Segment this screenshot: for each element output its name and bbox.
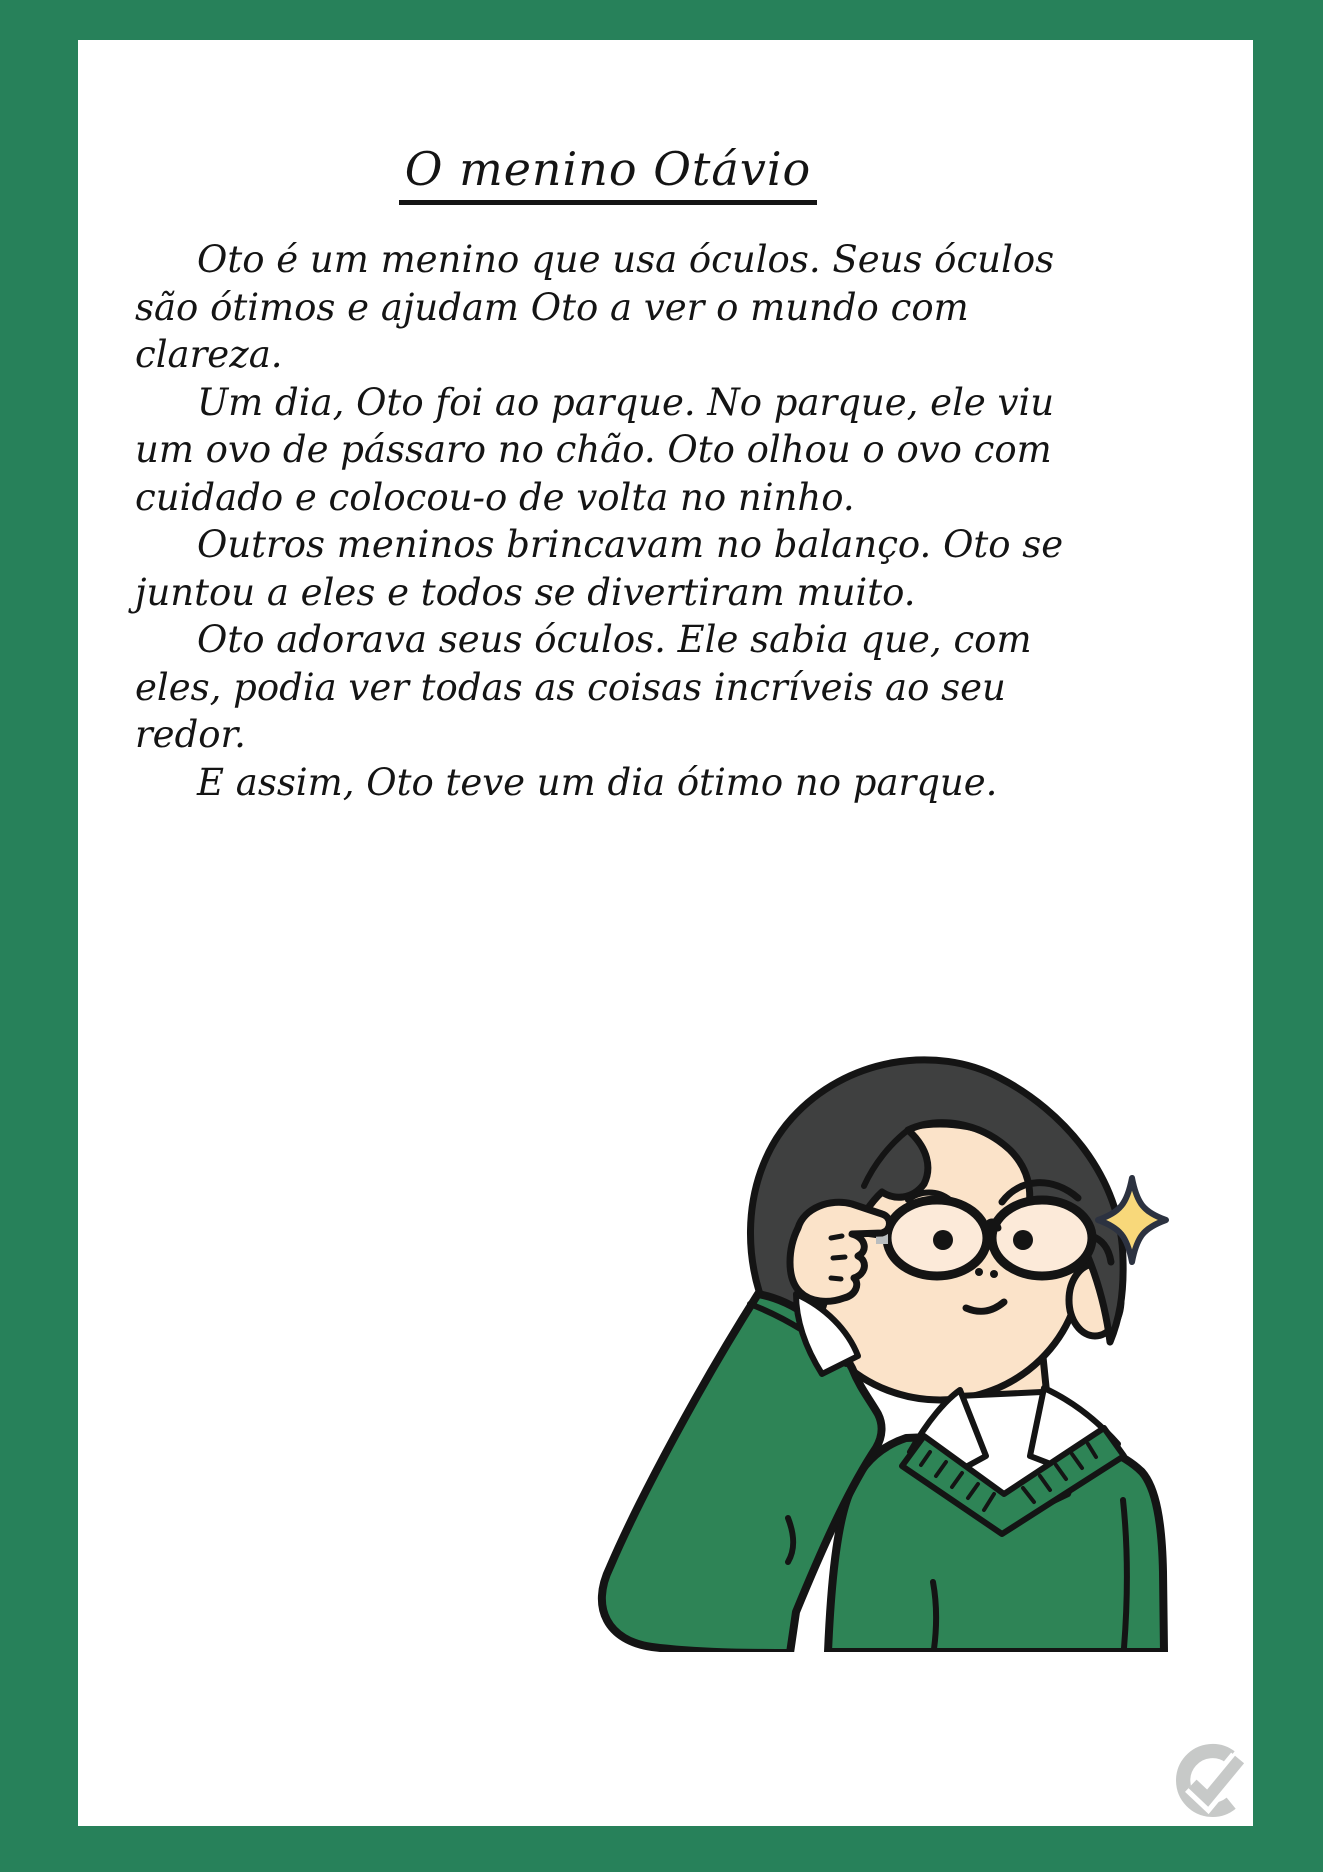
story-line: Oto é um menino que usa óculos. Seus óculos xyxy=(197,238,1055,281)
story-text-block xyxy=(135,236,1064,806)
boy-nose-dot xyxy=(990,1270,998,1278)
boy-left-eye xyxy=(933,1230,953,1250)
story-line: E assim, Oto teve um dia ótimo no parque. xyxy=(197,760,998,804)
story-line: Oto adorava seus óculos. Ele sabia que, com xyxy=(197,618,1032,661)
story-line: são ótimos e ajudam Oto a ver o mundo com xyxy=(135,285,969,329)
sweater-fold-line xyxy=(933,1582,936,1649)
story-title-text: O menino Otávio xyxy=(399,142,817,205)
glasses-right-lens xyxy=(992,1200,1092,1276)
story-line: cuidado e colocou-o de volta no ninho. xyxy=(135,475,855,519)
story-line: um ovo de pássaro no chão. Oto olhou o ovo com xyxy=(135,428,1052,471)
boy-illustration xyxy=(590,1052,1175,1652)
story-line: clareza. xyxy=(135,333,283,376)
story-line: juntou a eles e todos se divertiram muito. xyxy=(135,570,916,614)
story-line: Outros meninos brincavam no balanço. Oto se xyxy=(197,523,1064,566)
story-line: eles, podia ver todas as coisas incríveis ao seu xyxy=(135,665,1006,709)
story-page xyxy=(78,40,1253,1826)
boy-right-eye xyxy=(1013,1230,1033,1250)
check-circle-logo-icon xyxy=(1169,1734,1253,1822)
boy-nose-dot xyxy=(975,1268,983,1276)
story-line: redor. xyxy=(135,713,246,756)
story-line: Um dia, Oto foi ao parque. No parque, ele viu xyxy=(197,380,1055,424)
page-title xyxy=(78,142,1138,205)
